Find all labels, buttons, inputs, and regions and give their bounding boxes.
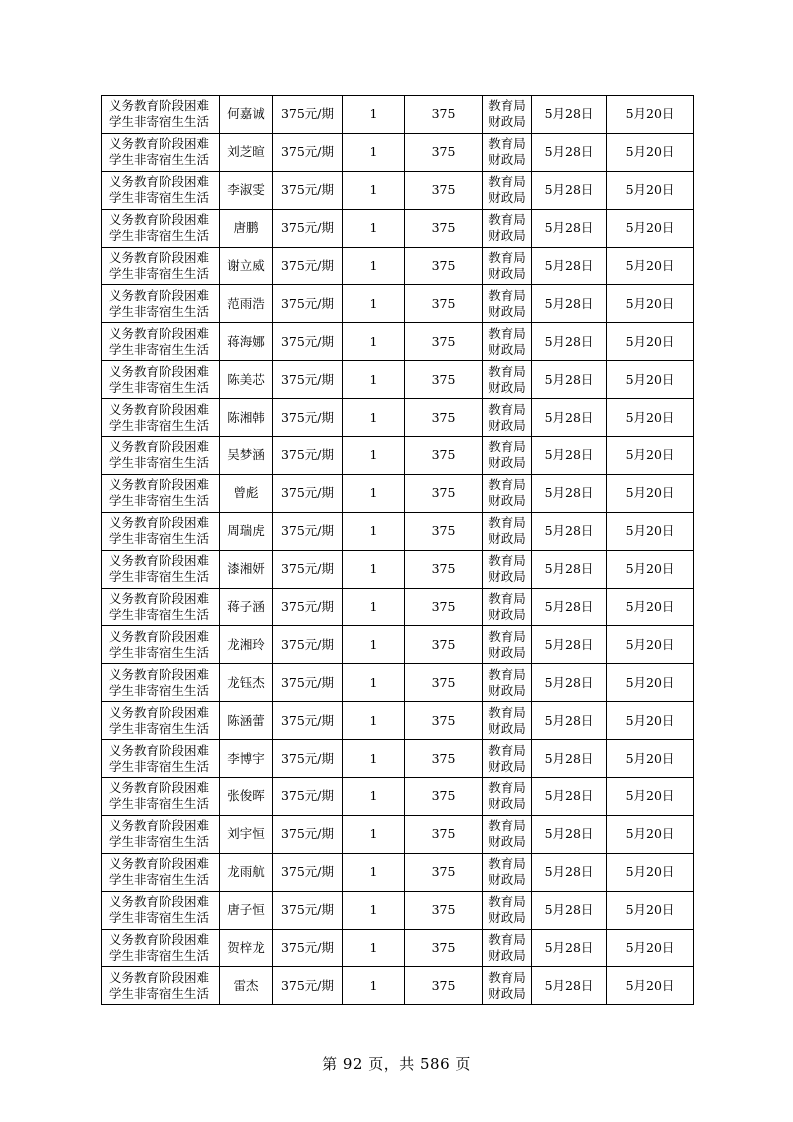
amount-cell: 375 [405, 133, 483, 171]
category-cell: 义务教育阶段困难学生非寄宿生生活 [102, 133, 220, 171]
category-cell: 义务教育阶段困难学生非寄宿生生活 [102, 929, 220, 967]
standard-cell: 375元/期 [273, 626, 343, 664]
name-cell: 雷杰 [220, 967, 273, 1005]
department-cell: 教育局财政局 [483, 967, 532, 1005]
amount-cell: 375 [405, 815, 483, 853]
date-cell: 5月28日 [532, 702, 607, 740]
date-cell: 5月28日 [532, 740, 607, 778]
standard-cell: 375元/期 [273, 664, 343, 702]
count-cell: 1 [343, 437, 405, 475]
category-cell: 义务教育阶段困难学生非寄宿生生活 [102, 209, 220, 247]
department-cell: 教育局财政局 [483, 664, 532, 702]
amount-cell: 375 [405, 626, 483, 664]
date-cell: 5月28日 [532, 664, 607, 702]
standard-cell: 375元/期 [273, 815, 343, 853]
count-cell: 1 [343, 588, 405, 626]
date-cell: 5月20日 [607, 474, 694, 512]
standard-cell: 375元/期 [273, 361, 343, 399]
date-cell: 5月20日 [607, 247, 694, 285]
count-cell: 1 [343, 626, 405, 664]
table-row [102, 815, 694, 853]
amount-cell: 375 [405, 550, 483, 588]
page-footer: 第 92 页，共 586 页 [322, 1055, 471, 1073]
standard-cell: 375元/期 [273, 133, 343, 171]
name-cell: 龙雨航 [220, 853, 273, 891]
date-cell: 5月20日 [607, 323, 694, 361]
date-cell: 5月20日 [607, 740, 694, 778]
standard-cell: 375元/期 [273, 323, 343, 361]
count-cell: 1 [343, 853, 405, 891]
date-cell: 5月20日 [607, 815, 694, 853]
standard-cell: 375元/期 [273, 247, 343, 285]
count-cell: 1 [343, 664, 405, 702]
name-cell: 刘宇恒 [220, 815, 273, 853]
table-row [102, 247, 694, 285]
date-cell: 5月20日 [607, 361, 694, 399]
department-cell: 教育局财政局 [483, 626, 532, 664]
department-cell: 教育局财政局 [483, 171, 532, 209]
date-cell: 5月28日 [532, 778, 607, 816]
name-cell: 陈湘韩 [220, 399, 273, 437]
name-cell: 李淑雯 [220, 171, 273, 209]
date-cell: 5月20日 [607, 96, 694, 134]
table-row [102, 171, 694, 209]
category-cell: 义务教育阶段困难学生非寄宿生生活 [102, 285, 220, 323]
count-cell: 1 [343, 815, 405, 853]
date-cell: 5月20日 [607, 285, 694, 323]
count-cell: 1 [343, 474, 405, 512]
table-body [102, 96, 694, 1005]
department-cell: 教育局财政局 [483, 929, 532, 967]
amount-cell: 375 [405, 702, 483, 740]
standard-cell: 375元/期 [273, 740, 343, 778]
standard-cell: 375元/期 [273, 474, 343, 512]
name-cell: 唐鹏 [220, 209, 273, 247]
department-cell: 教育局财政局 [483, 891, 532, 929]
date-cell: 5月28日 [532, 626, 607, 664]
date-cell: 5月28日 [532, 967, 607, 1005]
count-cell: 1 [343, 285, 405, 323]
table-row [102, 437, 694, 475]
category-cell: 义务教育阶段困难学生非寄宿生生活 [102, 171, 220, 209]
table-row [102, 399, 694, 437]
count-cell: 1 [343, 550, 405, 588]
name-cell: 刘芝暄 [220, 133, 273, 171]
date-cell: 5月28日 [532, 247, 607, 285]
table-row [102, 929, 694, 967]
category-cell: 义务教育阶段困难学生非寄宿生生活 [102, 588, 220, 626]
department-cell: 教育局财政局 [483, 778, 532, 816]
date-cell: 5月28日 [532, 474, 607, 512]
standard-cell: 375元/期 [273, 437, 343, 475]
records-table [101, 95, 694, 1005]
table-row [102, 285, 694, 323]
date-cell: 5月20日 [607, 929, 694, 967]
count-cell: 1 [343, 512, 405, 550]
table-row [102, 361, 694, 399]
category-cell: 义务教育阶段困难学生非寄宿生生活 [102, 512, 220, 550]
name-cell: 范雨浩 [220, 285, 273, 323]
table-row [102, 853, 694, 891]
department-cell: 教育局财政局 [483, 853, 532, 891]
department-cell: 教育局财政局 [483, 285, 532, 323]
date-cell: 5月28日 [532, 285, 607, 323]
count-cell: 1 [343, 361, 405, 399]
standard-cell: 375元/期 [273, 209, 343, 247]
count-cell: 1 [343, 399, 405, 437]
table-row [102, 702, 694, 740]
table-row [102, 967, 694, 1005]
name-cell: 周瑞虎 [220, 512, 273, 550]
category-cell: 义务教育阶段困难学生非寄宿生生活 [102, 626, 220, 664]
date-cell: 5月28日 [532, 361, 607, 399]
date-cell: 5月28日 [532, 171, 607, 209]
standard-cell: 375元/期 [273, 285, 343, 323]
amount-cell: 375 [405, 171, 483, 209]
date-cell: 5月28日 [532, 891, 607, 929]
amount-cell: 375 [405, 853, 483, 891]
category-cell: 义务教育阶段困难学生非寄宿生生活 [102, 361, 220, 399]
category-cell: 义务教育阶段困难学生非寄宿生生活 [102, 399, 220, 437]
department-cell: 教育局财政局 [483, 96, 532, 134]
amount-cell: 375 [405, 209, 483, 247]
date-cell: 5月20日 [607, 437, 694, 475]
table-row [102, 740, 694, 778]
date-cell: 5月28日 [532, 96, 607, 134]
department-cell: 教育局财政局 [483, 247, 532, 285]
date-cell: 5月28日 [532, 209, 607, 247]
amount-cell: 375 [405, 740, 483, 778]
date-cell: 5月28日 [532, 133, 607, 171]
count-cell: 1 [343, 740, 405, 778]
count-cell: 1 [343, 702, 405, 740]
department-cell: 教育局财政局 [483, 474, 532, 512]
department-cell: 教育局财政局 [483, 740, 532, 778]
department-cell: 教育局财政局 [483, 399, 532, 437]
date-cell: 5月28日 [532, 399, 607, 437]
department-cell: 教育局财政局 [483, 361, 532, 399]
date-cell: 5月28日 [532, 853, 607, 891]
table-row [102, 209, 694, 247]
table-row [102, 588, 694, 626]
table-row [102, 550, 694, 588]
name-cell: 贺梓龙 [220, 929, 273, 967]
date-cell: 5月20日 [607, 512, 694, 550]
standard-cell: 375元/期 [273, 550, 343, 588]
date-cell: 5月20日 [607, 778, 694, 816]
amount-cell: 375 [405, 967, 483, 1005]
standard-cell: 375元/期 [273, 171, 343, 209]
date-cell: 5月20日 [607, 399, 694, 437]
department-cell: 教育局财政局 [483, 588, 532, 626]
amount-cell: 375 [405, 323, 483, 361]
category-cell: 义务教育阶段困难学生非寄宿生生活 [102, 853, 220, 891]
department-cell: 教育局财政局 [483, 702, 532, 740]
category-cell: 义务教育阶段困难学生非寄宿生生活 [102, 702, 220, 740]
date-cell: 5月20日 [607, 702, 694, 740]
name-cell: 陈美芯 [220, 361, 273, 399]
standard-cell: 375元/期 [273, 399, 343, 437]
amount-cell: 375 [405, 891, 483, 929]
date-cell: 5月20日 [607, 209, 694, 247]
count-cell: 1 [343, 171, 405, 209]
standard-cell: 375元/期 [273, 702, 343, 740]
name-cell: 何嘉诚 [220, 96, 273, 134]
amount-cell: 375 [405, 929, 483, 967]
category-cell: 义务教育阶段困难学生非寄宿生生活 [102, 247, 220, 285]
department-cell: 教育局财政局 [483, 209, 532, 247]
count-cell: 1 [343, 247, 405, 285]
category-cell: 义务教育阶段困难学生非寄宿生生活 [102, 967, 220, 1005]
table-row [102, 323, 694, 361]
category-cell: 义务教育阶段困难学生非寄宿生生活 [102, 437, 220, 475]
standard-cell: 375元/期 [273, 96, 343, 134]
amount-cell: 375 [405, 664, 483, 702]
name-cell: 陈涵蕾 [220, 702, 273, 740]
date-cell: 5月20日 [607, 588, 694, 626]
date-cell: 5月20日 [607, 133, 694, 171]
category-cell: 义务教育阶段困难学生非寄宿生生活 [102, 778, 220, 816]
amount-cell: 375 [405, 247, 483, 285]
date-cell: 5月28日 [532, 929, 607, 967]
date-cell: 5月28日 [532, 815, 607, 853]
name-cell: 龙湘玲 [220, 626, 273, 664]
amount-cell: 375 [405, 437, 483, 475]
table-row [102, 133, 694, 171]
standard-cell: 375元/期 [273, 512, 343, 550]
amount-cell: 375 [405, 399, 483, 437]
date-cell: 5月20日 [607, 664, 694, 702]
standard-cell: 375元/期 [273, 967, 343, 1005]
count-cell: 1 [343, 133, 405, 171]
count-cell: 1 [343, 967, 405, 1005]
amount-cell: 375 [405, 778, 483, 816]
standard-cell: 375元/期 [273, 853, 343, 891]
date-cell: 5月20日 [607, 171, 694, 209]
category-cell: 义务教育阶段困难学生非寄宿生生活 [102, 891, 220, 929]
category-cell: 义务教育阶段困难学生非寄宿生生活 [102, 96, 220, 134]
date-cell: 5月20日 [607, 853, 694, 891]
date-cell: 5月20日 [607, 967, 694, 1005]
name-cell: 蒋海娜 [220, 323, 273, 361]
date-cell: 5月20日 [607, 891, 694, 929]
amount-cell: 375 [405, 96, 483, 134]
table-row [102, 664, 694, 702]
count-cell: 1 [343, 778, 405, 816]
date-cell: 5月28日 [532, 323, 607, 361]
date-cell: 5月28日 [532, 588, 607, 626]
name-cell: 吴梦涵 [220, 437, 273, 475]
name-cell: 龙钰杰 [220, 664, 273, 702]
date-cell: 5月28日 [532, 512, 607, 550]
department-cell: 教育局财政局 [483, 550, 532, 588]
count-cell: 1 [343, 209, 405, 247]
standard-cell: 375元/期 [273, 588, 343, 626]
count-cell: 1 [343, 96, 405, 134]
date-cell: 5月20日 [607, 626, 694, 664]
standard-cell: 375元/期 [273, 891, 343, 929]
count-cell: 1 [343, 929, 405, 967]
department-cell: 教育局财政局 [483, 437, 532, 475]
department-cell: 教育局财政局 [483, 133, 532, 171]
amount-cell: 375 [405, 512, 483, 550]
amount-cell: 375 [405, 361, 483, 399]
name-cell: 李博宇 [220, 740, 273, 778]
table-row [102, 474, 694, 512]
table-row [102, 626, 694, 664]
department-cell: 教育局财政局 [483, 512, 532, 550]
category-cell: 义务教育阶段困难学生非寄宿生生活 [102, 474, 220, 512]
name-cell: 唐子恒 [220, 891, 273, 929]
category-cell: 义务教育阶段困难学生非寄宿生生活 [102, 664, 220, 702]
name-cell: 蒋子涵 [220, 588, 273, 626]
date-cell: 5月28日 [532, 437, 607, 475]
department-cell: 教育局财政局 [483, 323, 532, 361]
department-cell: 教育局财政局 [483, 815, 532, 853]
date-cell: 5月20日 [607, 550, 694, 588]
table-row [102, 891, 694, 929]
amount-cell: 375 [405, 285, 483, 323]
table-row [102, 512, 694, 550]
table-row [102, 96, 694, 134]
name-cell: 张俊晖 [220, 778, 273, 816]
category-cell: 义务教育阶段困难学生非寄宿生生活 [102, 815, 220, 853]
standard-cell: 375元/期 [273, 929, 343, 967]
count-cell: 1 [343, 323, 405, 361]
amount-cell: 375 [405, 474, 483, 512]
standard-cell: 375元/期 [273, 778, 343, 816]
name-cell: 曾彪 [220, 474, 273, 512]
name-cell: 漆湘妍 [220, 550, 273, 588]
category-cell: 义务教育阶段困难学生非寄宿生生活 [102, 550, 220, 588]
table-row [102, 778, 694, 816]
category-cell: 义务教育阶段困难学生非寄宿生生活 [102, 740, 220, 778]
count-cell: 1 [343, 891, 405, 929]
date-cell: 5月28日 [532, 550, 607, 588]
name-cell: 谢立威 [220, 247, 273, 285]
amount-cell: 375 [405, 588, 483, 626]
category-cell: 义务教育阶段困难学生非寄宿生生活 [102, 323, 220, 361]
